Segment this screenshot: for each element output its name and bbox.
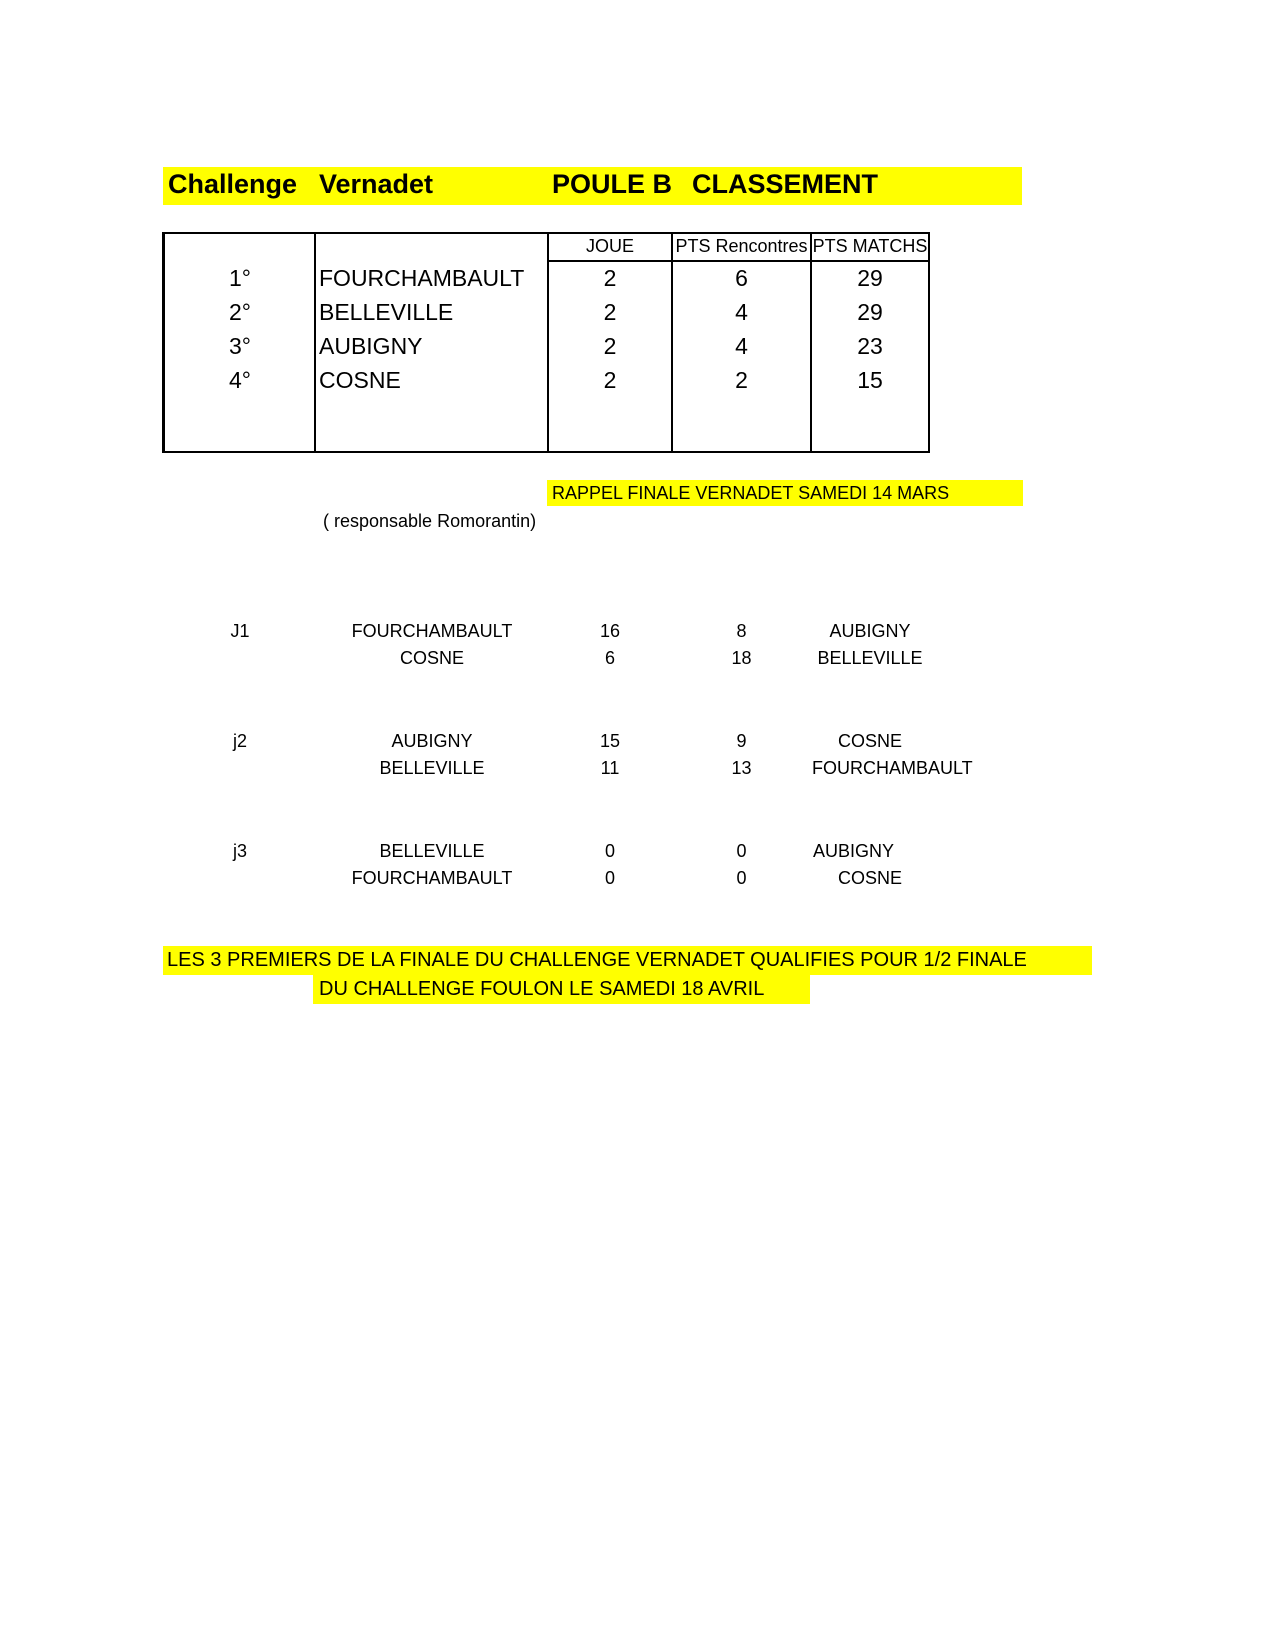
rank-joue: 2	[603, 265, 617, 291]
title-poule: POULE B	[552, 169, 673, 199]
rank-joue: 2	[603, 299, 617, 325]
rank-pts-rencontres: 2	[735, 367, 748, 393]
match-away-score: 0	[736, 841, 747, 861]
rank-pts-rencontres: 4	[735, 333, 748, 359]
match-home-team: AUBIGNY	[391, 731, 473, 751]
rank-position: 1°	[229, 265, 251, 291]
rank-pts-rencontres: 6	[735, 265, 748, 291]
match-home-score: 6	[604, 648, 615, 668]
footer-line-1: LES 3 PREMIERS DE LA FINALE DU CHALLENGE VERNADET QUALIFIES POUR 1/2 FINALE	[167, 949, 1027, 971]
rank-position: 4°	[229, 367, 251, 393]
match-away-score: 8	[736, 621, 747, 641]
match-home-team: FOURCHAMBAULT	[351, 868, 513, 888]
rank-pts-matchs: 23	[857, 333, 883, 359]
table-right-border	[928, 232, 930, 453]
match-away-score: 13	[731, 758, 752, 778]
rank-joue: 2	[603, 367, 617, 393]
rank-team: FOURCHAMBAULT	[319, 265, 525, 291]
journee-label: J1	[230, 621, 250, 641]
rank-team: BELLEVILLE	[319, 299, 454, 325]
title-vernadet: Vernadet	[319, 169, 434, 199]
match-away-team: FOURCHAMBAULT	[812, 758, 973, 778]
table-top-border	[162, 232, 930, 234]
match-home-score: 15	[599, 731, 621, 751]
match-away-score: 9	[736, 731, 747, 751]
match-away-team: COSNE	[837, 731, 902, 751]
table-bottom-border	[162, 451, 930, 453]
match-away-score: 0	[736, 868, 747, 888]
title-classement: CLASSEMENT	[692, 169, 879, 199]
rank-team: AUBIGNY	[319, 333, 423, 359]
rank-position: 3°	[229, 333, 251, 359]
rank-joue: 2	[603, 333, 617, 359]
column-header-pts-matchs: PTS MATCHS	[812, 236, 928, 256]
title-challenge: Challenge	[168, 169, 298, 199]
match-away-team: AUBIGNY	[829, 621, 911, 641]
table-divider-team	[314, 232, 316, 453]
match-home-score: 0	[604, 868, 615, 888]
match-away-team: AUBIGNY	[813, 841, 895, 861]
match-away-score: 18	[731, 648, 752, 668]
rank-position: 2°	[229, 299, 251, 325]
match-home-team: COSNE	[399, 648, 464, 668]
match-away-team: COSNE	[837, 868, 902, 888]
match-home-score: 0	[604, 841, 615, 861]
rank-pts-matchs: 29	[857, 265, 883, 291]
match-home-team: FOURCHAMBAULT	[351, 621, 513, 641]
responsable-note: ( responsable Romorantin)	[323, 511, 537, 531]
match-away-team: BELLEVILLE	[817, 648, 923, 668]
column-header-joue: JOUE	[585, 236, 634, 256]
journee-label: j3	[232, 841, 247, 861]
rank-team: COSNE	[319, 367, 401, 393]
match-home-team: BELLEVILLE	[379, 841, 485, 861]
rank-pts-matchs: 29	[857, 299, 883, 325]
journee-label: j2	[232, 731, 247, 751]
match-home-team: BELLEVILLE	[379, 758, 485, 778]
table-header-underline	[547, 260, 930, 262]
table-left-border	[162, 232, 165, 453]
rank-pts-matchs: 15	[857, 367, 883, 393]
column-header-pts-rencontres: PTS Rencontres	[675, 236, 808, 256]
rappel-note: RAPPEL FINALE VERNADET SAMEDI 14 MARS	[552, 483, 950, 503]
match-home-score: 11	[600, 758, 620, 778]
footer-line-2: DU CHALLENGE FOULON LE SAMEDI 18 AVRIL	[319, 978, 765, 1000]
match-home-score: 16	[599, 621, 621, 641]
rank-pts-rencontres: 4	[735, 299, 748, 325]
